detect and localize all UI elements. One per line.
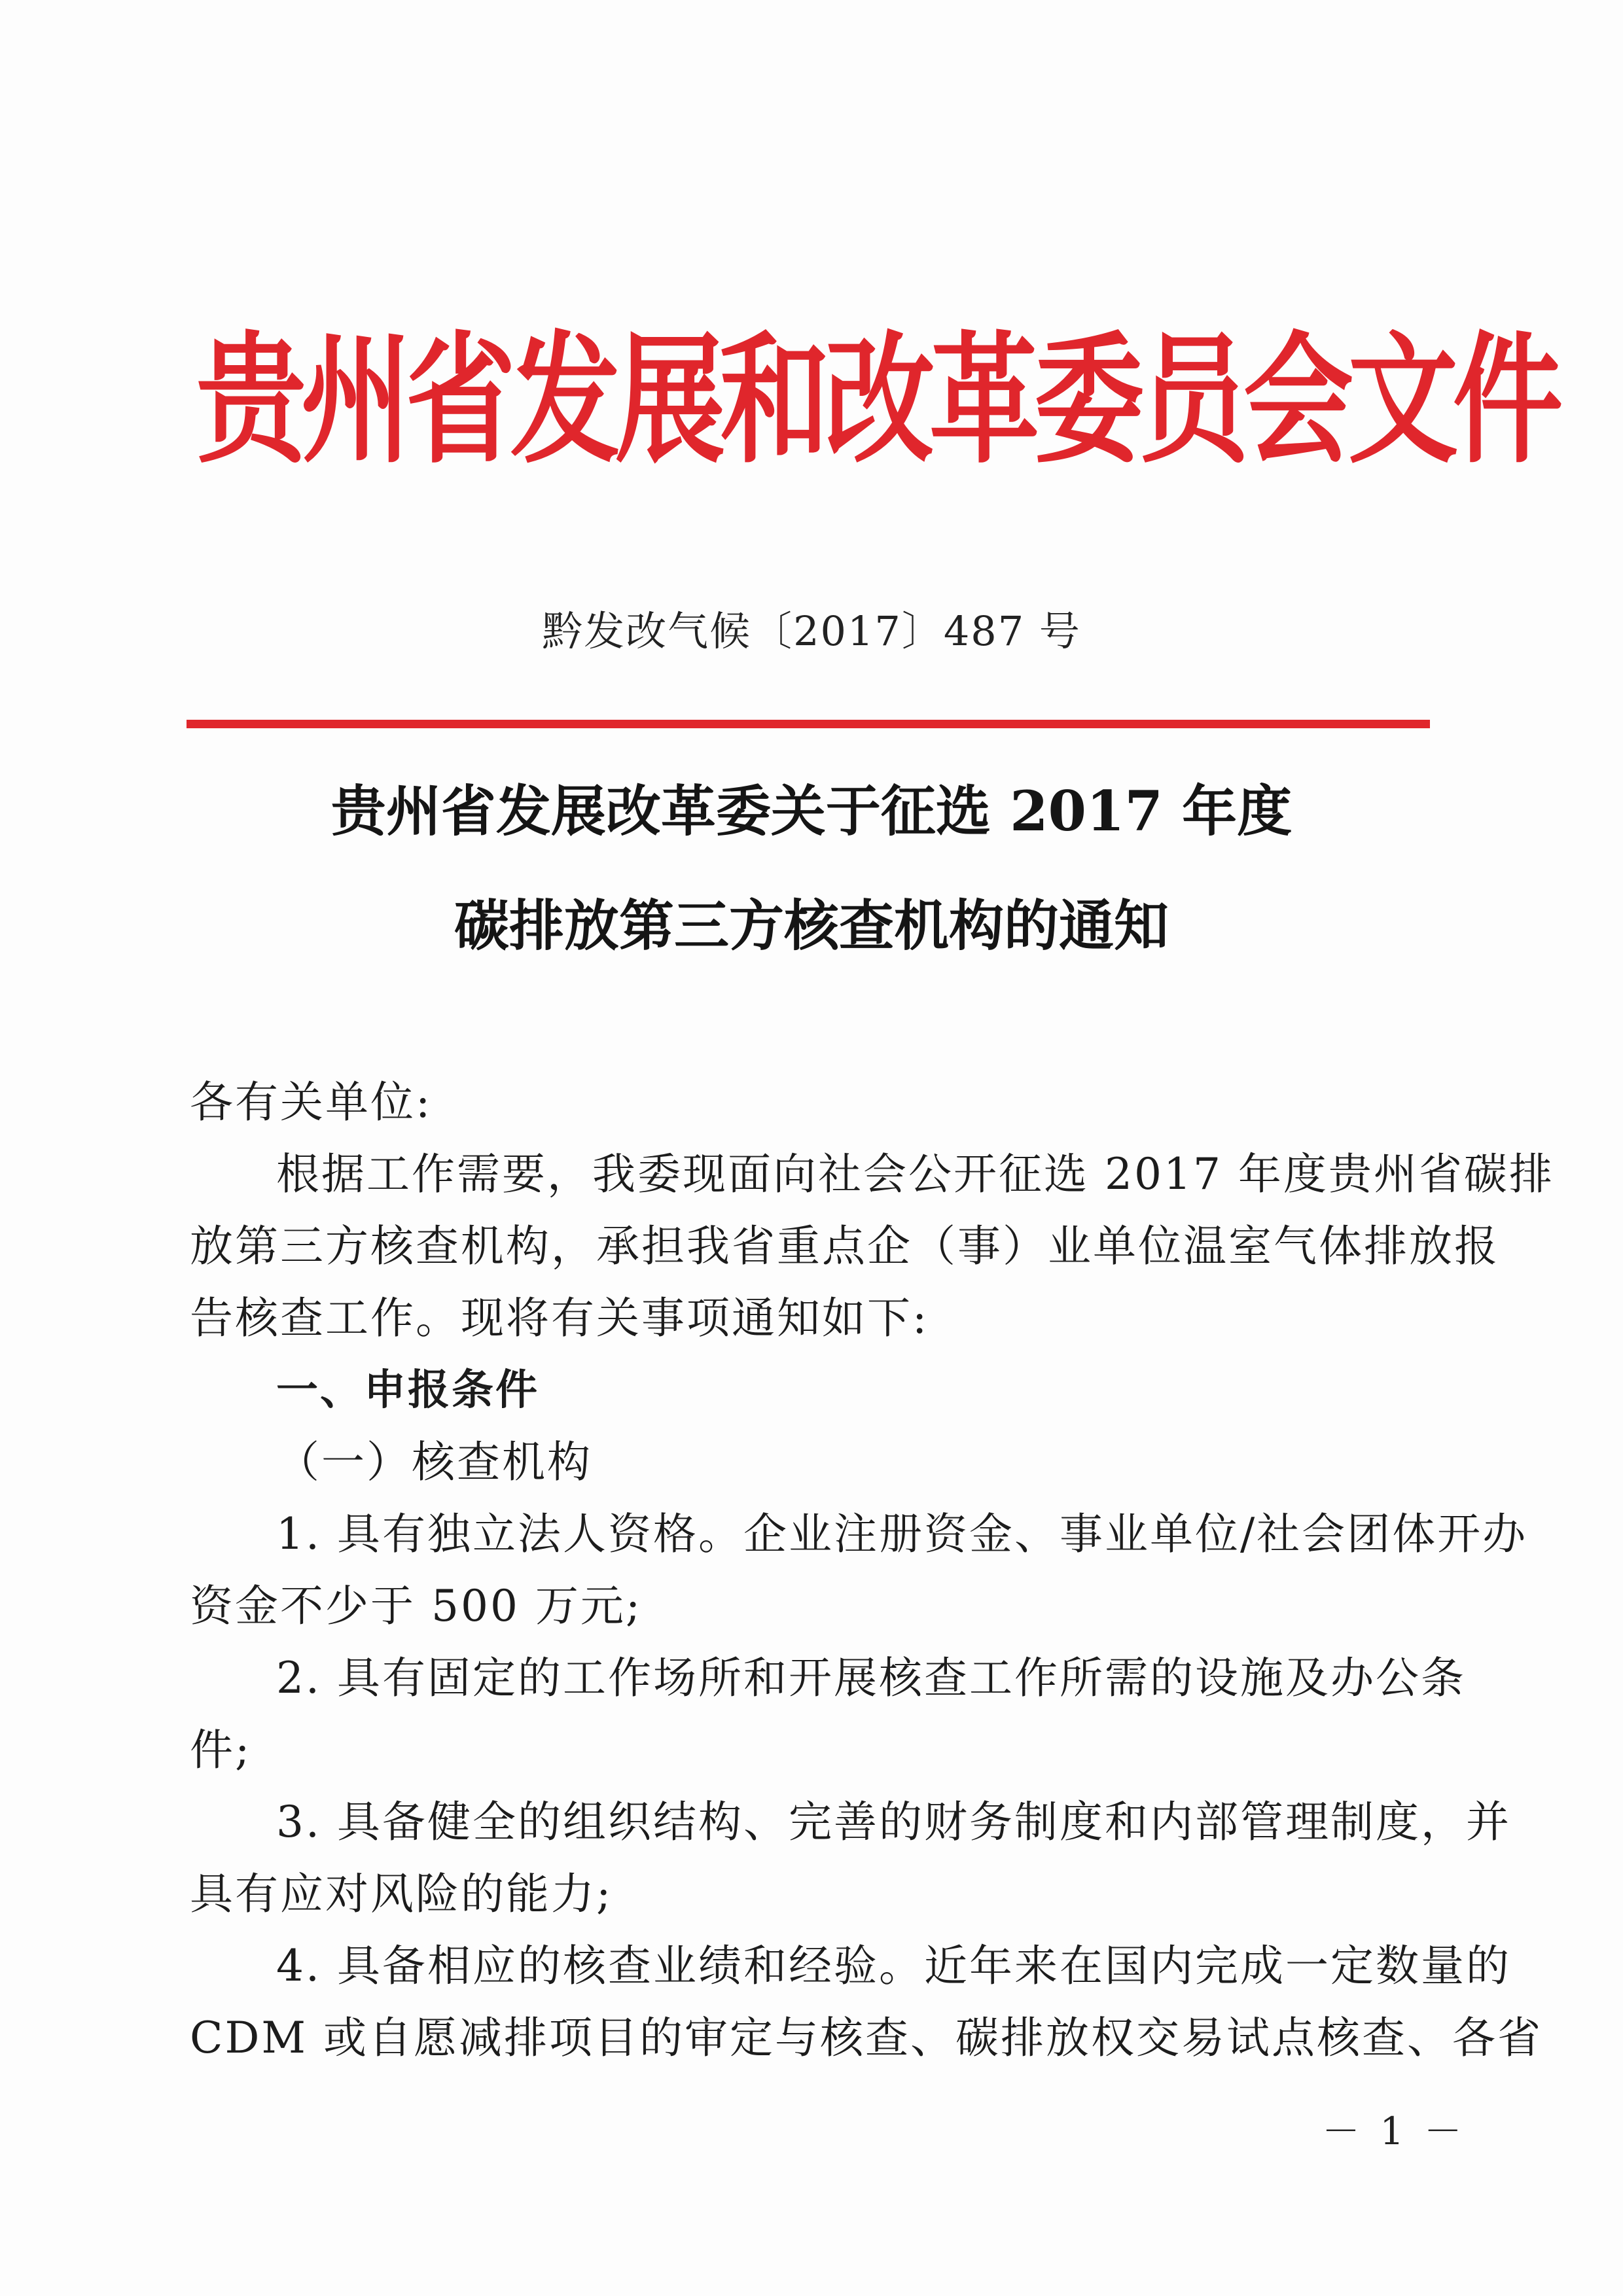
- issuing-authority-banner: 贵州省发展和改革委员会文件: [196, 317, 1558, 483]
- list-item-line: CDM 或自愿减排项目的审定与核查、碳排放权交易试点核查、各省: [190, 2013, 1543, 2063]
- list-item-line: 2. 具有固定的工作场所和开展核查工作所需的设施及办公条: [276, 1653, 1466, 1703]
- section-heading: 一、申报条件: [276, 1366, 539, 1415]
- page-number: － 1 －: [1322, 2109, 1466, 2153]
- list-item-line: 具有应对风险的能力;: [190, 1869, 613, 1919]
- red-separator-line: [187, 720, 1430, 728]
- list-item-line: 件;: [190, 1725, 252, 1775]
- document-title-line-1: 贵州省发展改革委关于征选 2017 年度: [330, 779, 1293, 843]
- intro-paragraph-line: 放第三方核查机构，承担我省重点企（事）业单位温室气体排放报: [190, 1221, 1499, 1271]
- list-item-line: 资金不少于 500 万元;: [190, 1581, 643, 1631]
- document-title-line-2: 碳排放第三方核查机构的通知: [454, 893, 1169, 958]
- salutation: 各有关单位:: [190, 1077, 433, 1127]
- subsection-heading: （一）核查机构: [276, 1437, 592, 1487]
- document-number: 黔发改气候〔2017〕487 号: [542, 607, 1081, 655]
- list-item-line: 3. 具备健全的组织结构、完善的财务制度和内部管理制度，并: [276, 1797, 1511, 1847]
- intro-paragraph-line: 根据工作需要，我委现面向社会公开征选 2017 年度贵州省碳排: [276, 1149, 1554, 1199]
- intro-paragraph-line: 告核查工作。现将有关事项通知如下:: [190, 1293, 929, 1343]
- list-item-line: 4. 具备相应的核查业绩和经验。近年来在国内完成一定数量的: [276, 1941, 1511, 1991]
- list-item-line: 1. 具有独立法人资格。企业注册资金、事业单位/社会团体开办: [276, 1509, 1528, 1559]
